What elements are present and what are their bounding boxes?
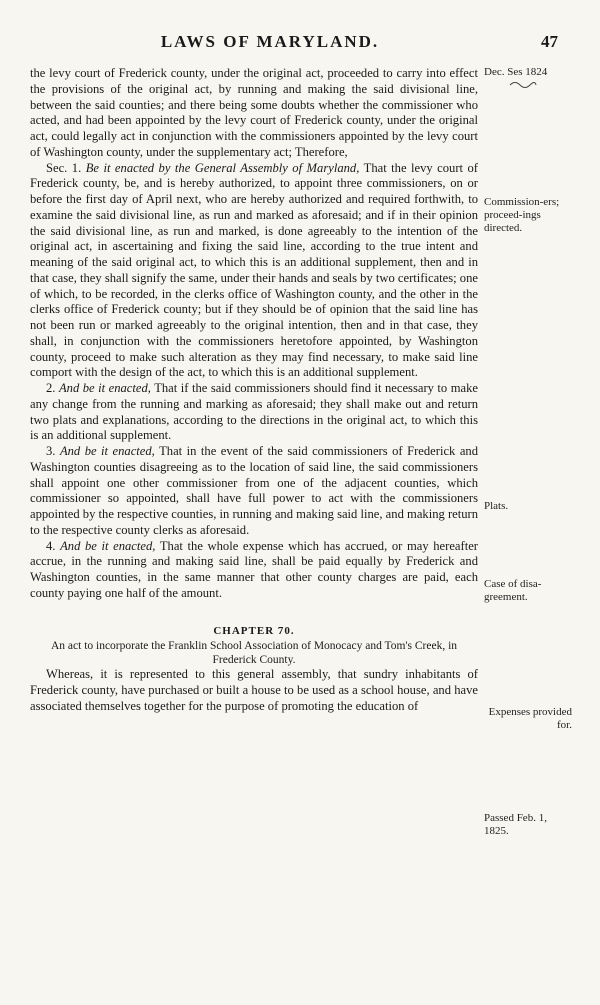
chapter-heading: CHAPTER 70. (213, 624, 295, 637)
flourish-mark (508, 80, 538, 90)
running-head: LAWS OF MARYLAND. (160, 32, 380, 51)
section-4-label: 4. (46, 538, 56, 553)
margin-note-expenses: Expenses provided for. (488, 706, 572, 731)
opening-paragraph: the levy court of Frederick county, under the original act, proceeded to carry into effect the provisions of the original act, by running and making the said divisional line, between the said counties; and there being some doubts whether the commissioner who acted, and had been appointed by the levy court of Frederick county, under the original act, could legally act in conjunction with the commissioners appointed by the levy court of Washington county, under the supplementary act; Therefore, (30, 66, 478, 159)
whereas-text: it is represented to this general assembly, that sundry inhabitants of Frederick county, have purchased or built a house to be used as a school house, and have associated themselves together for the purpose of promoting the education of (30, 667, 478, 713)
act-title: An act to incorporate the Franklin School Association of Monocacy and Tom's Creek, in Frederick County. (50, 640, 458, 667)
margin-note-disagreement: Case of disa-greement. (484, 578, 542, 603)
section-4-enacting-clause: And be it enacted, (60, 538, 156, 553)
section-2-label: 2. (46, 381, 56, 395)
section-2-enacting-clause: And be it enacted, (58, 381, 151, 395)
section-1-enacting-clause: Be it enacted by the General Assembly of Maryland, (85, 160, 360, 175)
section-2-text: That if the said commissioners should find it necessary to make any change from the running and marking as aforesaid; they shall make out and return two plats and explanations, according to the directions in the original act, to which this is an additional supplement. (30, 381, 478, 443)
section-1-label: Sec. 1. (46, 160, 82, 175)
section-3-label: 3. (46, 444, 56, 458)
margin-note-commissioners: Commission-ers; proceed-ings directed. (484, 196, 560, 234)
section-4 (30, 539, 478, 602)
section-2 (30, 381, 478, 444)
margin-note-passed: Passed Feb. 1, 1825. (484, 812, 547, 837)
section-3 (30, 444, 478, 539)
whereas-paragraph (30, 667, 478, 714)
page-header (30, 32, 570, 54)
margin-note-session: Dec. Ses 1824 (484, 66, 548, 78)
section-1 (30, 161, 478, 382)
body-text (30, 66, 478, 715)
section-3-enacting-clause: And be it enacted, (59, 444, 155, 458)
section-3-text: That in the event of the said commissioners of Frederick and Washington counties disagreeing as to the location of said line, the said commissioners shall appoint one other commissioner from one of the adjacent counties, which commissioner so appointed, shall have full power to act with the commissioners appointed by the respective counties, in running and making said line, and making return to the respective county clerks as aforesaid. (30, 444, 479, 537)
page-number: 47 (541, 32, 558, 51)
margin-note-plats: Plats. (484, 500, 509, 512)
section-1-text: That the levy court of Frederick county, be, and is hereby authorized, to appoint three commissioners, on or before the first day of April next, who are hereby authorized and required forthwith, to examine the said divisional line, as run and marked as aforesaid; and if in their opinion the said divisional line, as run and marked, is done agreeably to the intention of the original act, in ascertaining and fixing the said line, according to the true intent and meaning of the said original act, to which this is an additional supplement, then and in that case, they shall signify the same, under their hands and seals by two certificates; one of which, to be recorded, in the clerks office of Washington county, and the other in the clerks office of Frederick county; but if they should be of opinion that the said line has not been run or marked agreeably to the original intention, then and in that case, they shall, in conjunction with the commissioners heretofore appointed, by Washington county, proceed to make such alteration as they may find necessary, to make said line comport with the design of the act, to which this is an additional supplement. (30, 160, 478, 380)
whereas-label: Whereas, (46, 667, 94, 682)
section-4-text: That the whole expense which has accrued, or may hereafter accrue, in the running and making said line, shall be paid equally by Frederick and Washington counties, in the same manner that other county charges are paid, each county paying one half of the amount. (30, 538, 478, 600)
